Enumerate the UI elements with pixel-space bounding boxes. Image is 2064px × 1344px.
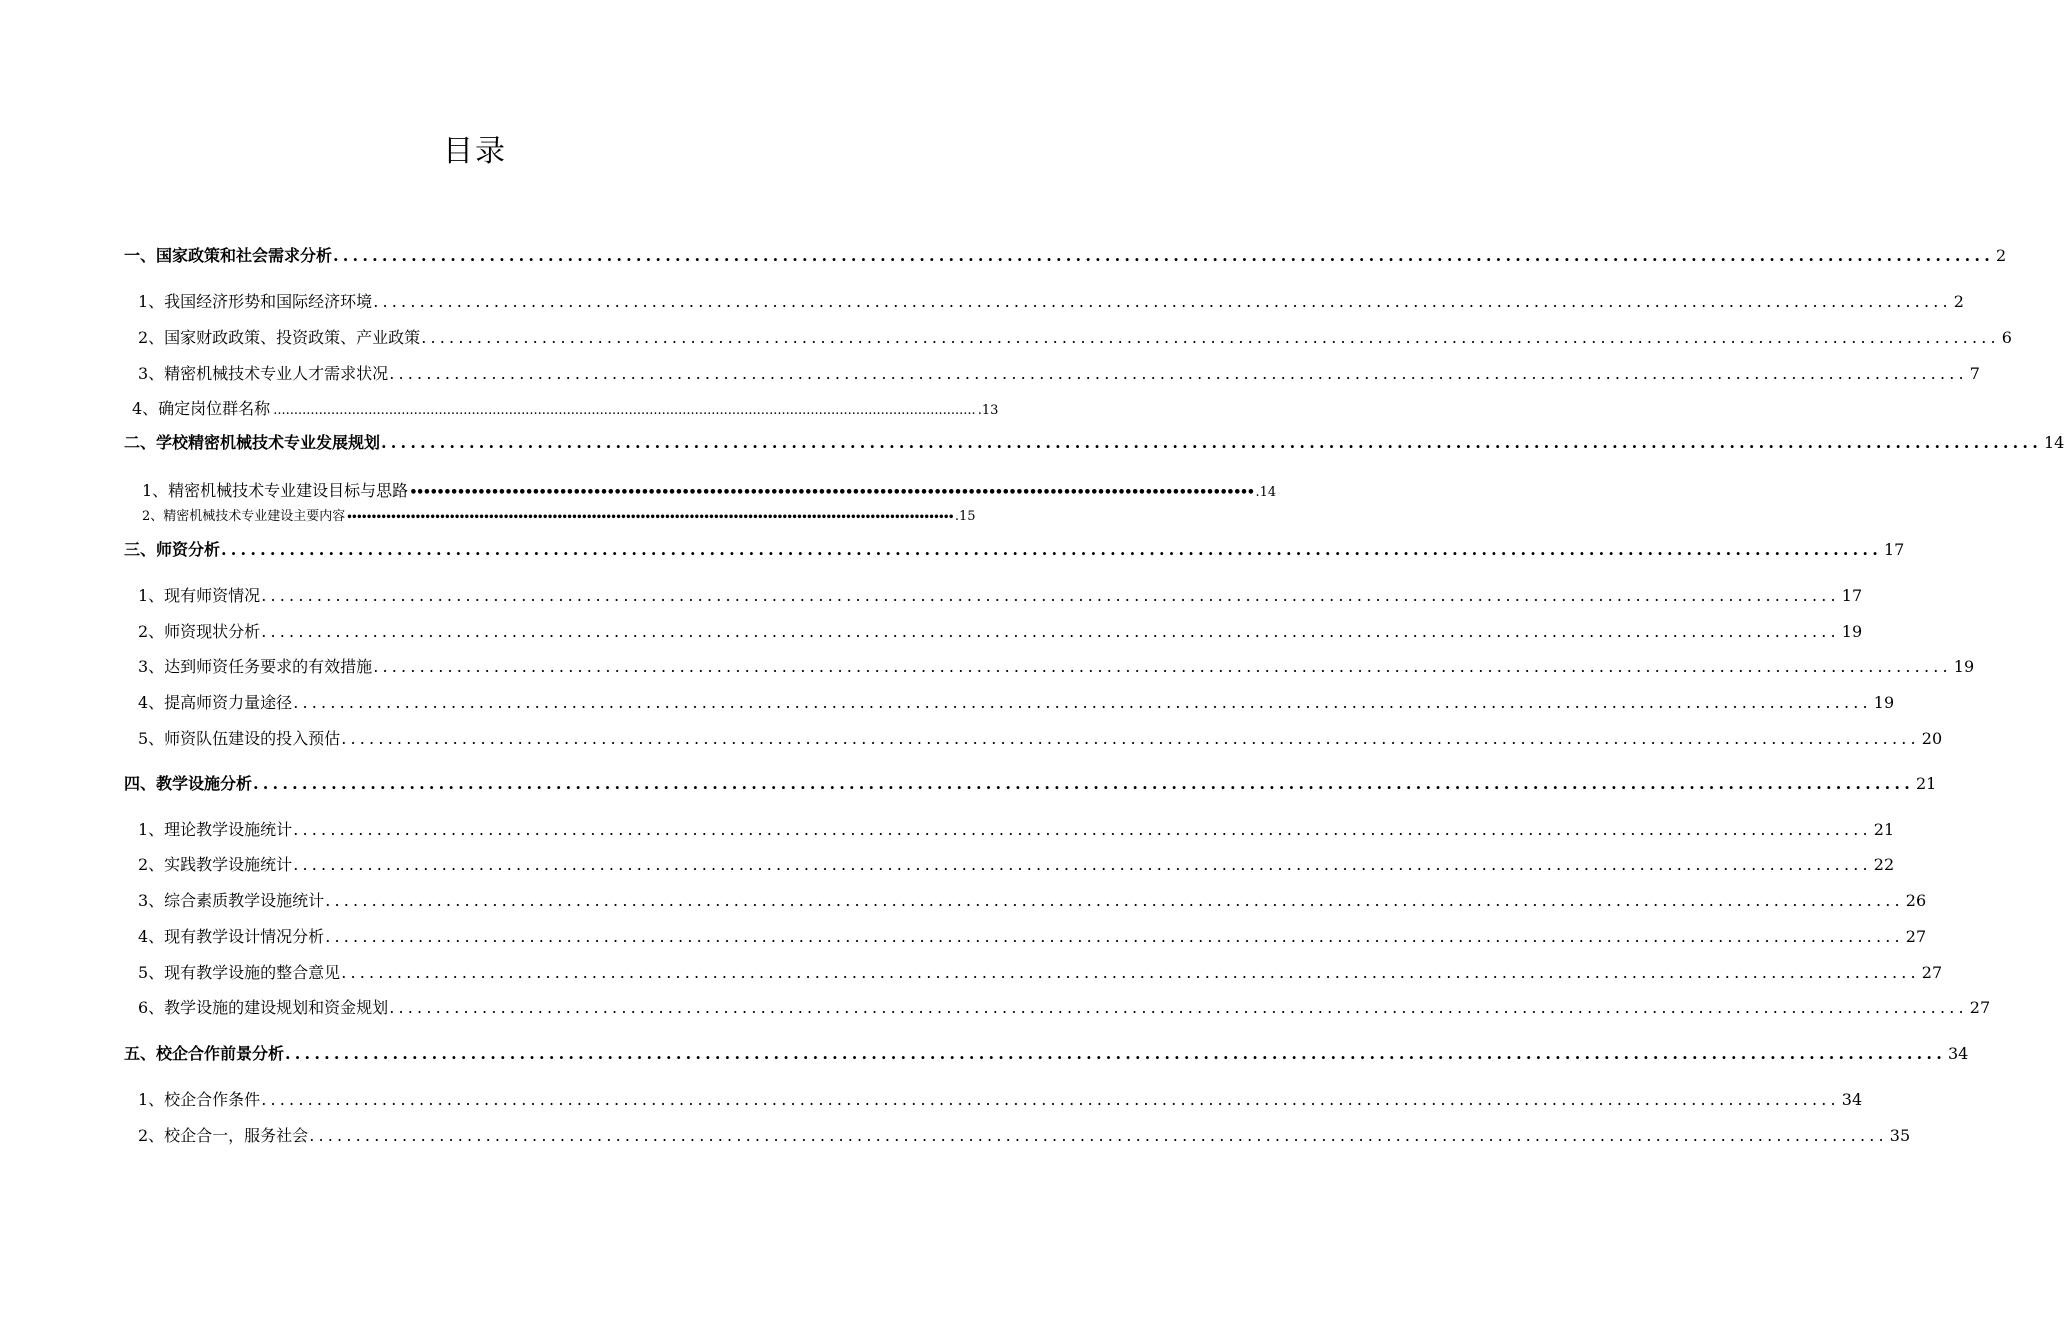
toc-item-1-3[interactable] (138, 362, 1980, 386)
toc-leader: .......................................................................................................................................................................... (261, 622, 1840, 641)
toc-page-number: 7 (1969, 364, 1980, 383)
toc-heading-5[interactable] (124, 1042, 1969, 1066)
toc-label: 2、师资现状分析 (138, 622, 261, 641)
toc-leader: .......................................................................................................................................................................... (373, 292, 1952, 311)
toc-item-3-2[interactable] (138, 620, 1863, 644)
toc-leader: .......................................................................................................................................................................... (293, 693, 1872, 712)
toc-page-number: 27 (1921, 963, 1943, 982)
toc-label: 五、校企合作前景分析 (124, 1044, 285, 1063)
toc-label: 2、国家财政政策、投资政策、产业政策 (138, 328, 421, 347)
toc-label: 1、我国经济形势和国际经济环境 (138, 292, 373, 311)
toc-item-3-3[interactable] (138, 655, 1975, 679)
toc-label: 4、确定岗位群名称 (132, 399, 271, 418)
toc-label: 二、学校精密机械技术专业发展规划 (124, 433, 381, 452)
toc-label: 6、教学设施的建设规划和资金规划 (138, 998, 389, 1017)
toc-item-2-2[interactable] (142, 505, 976, 529)
toc-page-number: 34 (1841, 1090, 1863, 1109)
toc-item-5-2[interactable] (138, 1124, 1911, 1148)
toc-leader: •••••••••••••••••••••••••••••••••••••••••••••••••••••••••••••••••••••••••••••••••••••••••••••••••••••••••••••••••••••••••••• (409, 485, 1254, 500)
toc-item-4-4[interactable] (138, 925, 1927, 949)
toc-label: 3、达到师资任务要求的有效措施 (138, 657, 373, 676)
toc-leader: .......................................................................................................................................................................... (261, 1090, 1840, 1109)
toc-leader: .......................................................................................................................................................................... (373, 657, 1952, 676)
toc-leader: .......................................................................................................................................................................... (389, 364, 1968, 383)
toc-page-number: 19 (1953, 657, 1975, 676)
toc-page-number: 19 (1873, 693, 1895, 712)
toc-heading-3[interactable] (124, 538, 1905, 562)
toc-heading-2[interactable] (124, 431, 2064, 455)
toc-page-number: 2 (1995, 246, 2007, 265)
toc-item-4-5[interactable] (138, 961, 1943, 985)
toc-leader: .......................................................................................................................................................................... (333, 246, 1994, 265)
toc-leader: .......................................................................................................................................................................... (421, 328, 2000, 347)
toc-label: 三、师资分析 (124, 540, 221, 559)
toc-label: 2、实践教学设施统计 (138, 855, 293, 874)
toc-item-3-1[interactable] (138, 584, 1863, 608)
toc-label: 1、精密机械技术专业建设目标与思路 (142, 481, 409, 500)
toc-leader: .......................................................................................................................................................................... (381, 433, 2042, 452)
toc-item-4-2[interactable] (138, 853, 1895, 877)
toc-leader: .......................................................................................................................................................................... (221, 540, 1882, 559)
toc-label: 4、提高师资力量途径 (138, 693, 293, 712)
toc-leader: .......................................................................................................................................................................... (389, 998, 1968, 1017)
toc-page-number: 27 (1905, 927, 1927, 946)
toc-page-number: 22 (1873, 855, 1895, 874)
toc-item-1-2[interactable] (138, 326, 2012, 350)
toc-page-number: 35 (1889, 1126, 1911, 1145)
toc-page-number: .15 (954, 509, 976, 524)
toc-label: 5、师资队伍建设的投入预估 (138, 729, 341, 748)
toc-label: 3、精密机械技术专业人才需求状况 (138, 364, 389, 383)
toc-page-number: 2 (1953, 292, 1964, 311)
toc-item-4-3[interactable] (138, 889, 1927, 913)
toc-item-5-1[interactable] (138, 1088, 1863, 1112)
toc-leader: .......................................................................................................................................................................... (325, 927, 1904, 946)
toc-label: 2、精密机械技术专业建设主要内容 (142, 509, 346, 524)
toc-item-4-6[interactable] (138, 996, 1991, 1020)
toc-leader: .......................................................................................................................................................................... (341, 729, 1920, 748)
toc-leader: .......................................................................................................................................................................... (293, 820, 1872, 839)
toc-leader: .......................................................................................................................................................................... (325, 891, 1904, 910)
toc-page-number: 6 (2001, 328, 2012, 347)
toc-page-number: 20 (1921, 729, 1943, 748)
toc-page-number: 21 (1915, 774, 1937, 793)
toc-heading-4[interactable] (124, 772, 1937, 796)
toc-leader: .......................................................................................................................................................................... (341, 963, 1920, 982)
toc-item-1-1[interactable] (138, 290, 1964, 314)
toc-heading-1[interactable] (124, 244, 2007, 268)
toc-page-number: 27 (1969, 998, 1991, 1017)
toc-item-4-1[interactable] (138, 818, 1895, 842)
page-title: 目录 (443, 134, 507, 169)
toc-item-2-1[interactable] (142, 479, 1277, 503)
toc-label: 2、校企合一，服务社会 (138, 1126, 309, 1145)
toc-label: 一、国家政策和社会需求分析 (124, 246, 333, 265)
toc-page-number: 17 (1883, 540, 1905, 559)
toc-label: 四、教学设施分析 (124, 774, 253, 793)
toc-item-3-5[interactable] (138, 727, 1943, 751)
toc-leader: .......................................................................................................................................................................... (253, 774, 1914, 793)
toc-label: 1、现有师资情况 (138, 586, 261, 605)
toc-page-number: 17 (1841, 586, 1863, 605)
toc-leader: .......................................................................................................................................................................... (309, 1126, 1888, 1145)
toc-leader: .......................................................................................................................................................................... (273, 403, 976, 418)
toc-label: 4、现有教学设计情况分析 (138, 927, 325, 946)
toc-page-number: 19 (1841, 622, 1863, 641)
toc-page-number: .13 (977, 403, 999, 418)
toc-leader: .......................................................................................................................................................................... (293, 855, 1872, 874)
toc-page-number: .14 (1255, 485, 1277, 500)
toc-label: 5、现有教学设施的整合意见 (138, 963, 341, 982)
toc-item-1-4[interactable] (132, 397, 999, 421)
toc-item-3-4[interactable] (138, 691, 1895, 715)
toc-label: 3、综合素质教学设施统计 (138, 891, 325, 910)
toc-page-number: 34 (1947, 1044, 1969, 1063)
toc-page-number: 21 (1873, 820, 1895, 839)
toc-leader: .......................................................................................................................................................................... (261, 586, 1840, 605)
toc-page-number: 26 (1905, 891, 1927, 910)
toc-label: 1、理论教学设施统计 (138, 820, 293, 839)
toc-leader: .......................................................................................................................................................................... (285, 1044, 1946, 1063)
toc-page-number: 14 (2043, 433, 2064, 452)
toc-label: 1、校企合作条件 (138, 1090, 261, 1109)
toc-leader: •••••••••••••••••••••••••••••••••••••••••••••••••••••••••••••••••••••••••••••••••••••••••••••••••••••••••••••••••••••••••••• (346, 512, 953, 523)
